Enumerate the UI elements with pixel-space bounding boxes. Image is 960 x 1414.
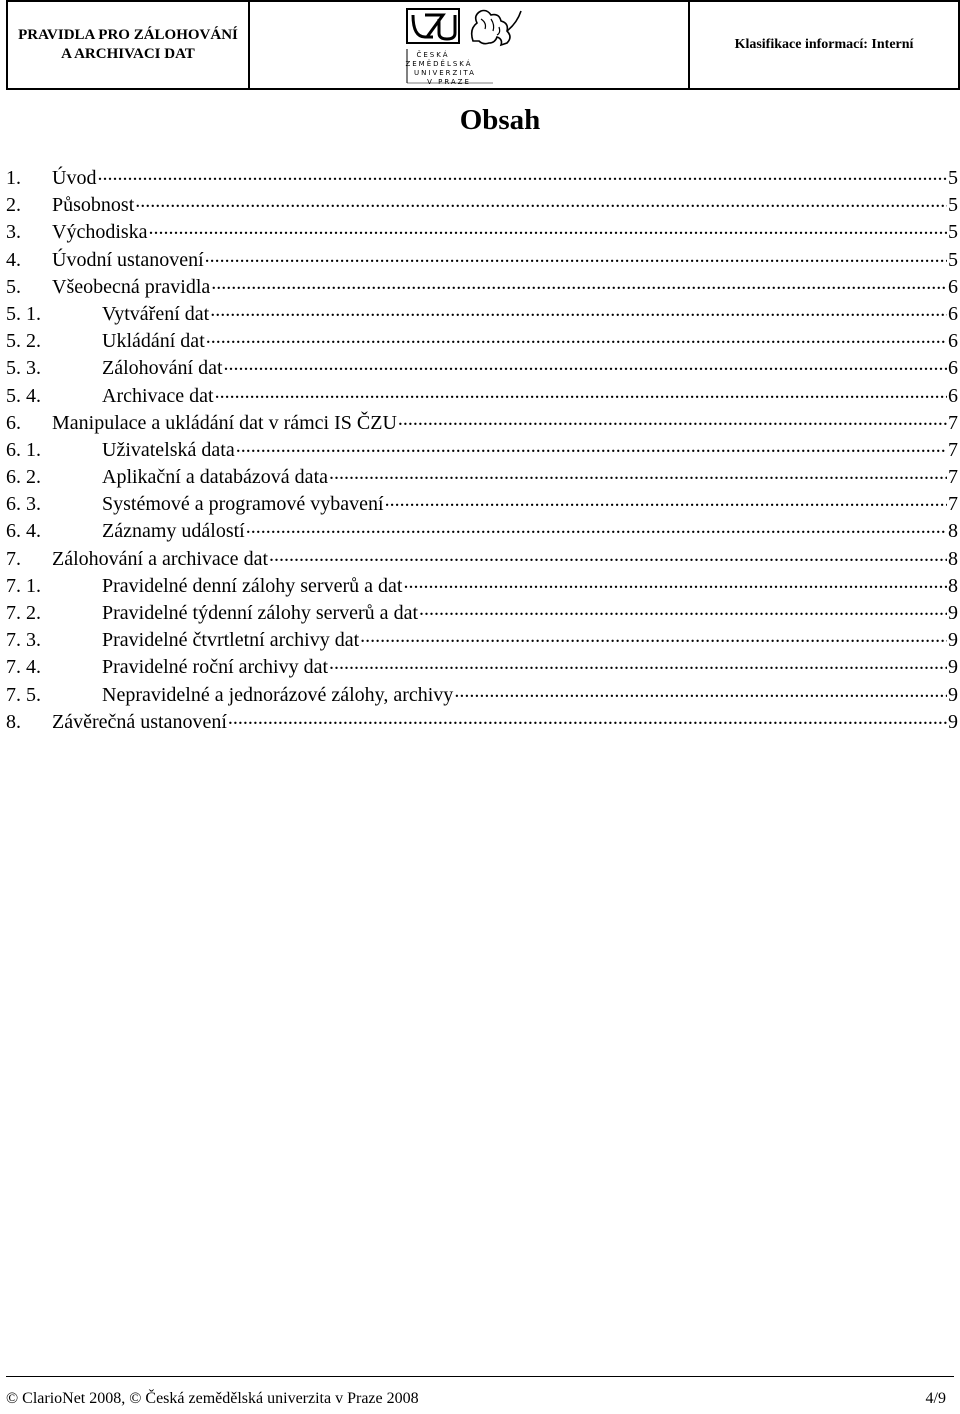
toc-entry-number: 5. 1. (6, 302, 41, 325)
logo-text-line-4: V PRAZE (427, 78, 471, 85)
header-title-line-2: A ARCHIVACI DAT (61, 46, 195, 62)
header-classification: Klasifikace informací: Interní (734, 37, 914, 52)
toc-entry-label: Manipulace a ukládání dat v rámci IS ČZU (52, 411, 397, 434)
toc-entry-number: 1. (6, 167, 21, 189)
toc-entry[interactable] (6, 653, 958, 680)
toc-entry-page: 9 (948, 683, 958, 706)
toc-entry-page: 8 (948, 547, 958, 570)
toc-entry-label: Záznamy událostí (102, 520, 245, 543)
toc-entry-number: 5. 4. (6, 384, 41, 407)
header-title-line-1: PRAVIDLA PRO ZÁLOHOVÁNÍ (18, 27, 238, 43)
toc-entry-page: 7 (948, 438, 958, 461)
toc-entry[interactable] (6, 708, 958, 735)
toc-entry-page: 7 (948, 466, 958, 489)
toc-entry[interactable] (6, 164, 958, 191)
toc-entry-page: 5 (948, 194, 958, 217)
toc-entry-page: 6 (948, 357, 958, 380)
toc-entry[interactable] (6, 354, 958, 381)
toc-entry-page: 8 (948, 520, 958, 543)
toc-entry-label: Vytváření dat (102, 302, 210, 325)
toc-entry-number: 4. (6, 248, 21, 271)
header-logo-cell (250, 2, 690, 88)
toc-heading-text: Obsah (459, 104, 541, 136)
toc-dot-leader (206, 327, 947, 347)
toc-entry-page: 5 (948, 248, 958, 271)
toc-dot-leader (215, 382, 947, 402)
toc-dot-leader (228, 708, 947, 728)
toc-heading (0, 104, 960, 137)
toc-entry-number: 7. 4. (6, 656, 41, 679)
toc-dot-leader (385, 490, 947, 510)
toc-dot-leader (360, 626, 947, 646)
toc-entry-number: 5. 3. (6, 357, 41, 380)
toc-entry-number: 6. 3. (6, 493, 41, 516)
table-of-contents (6, 164, 958, 735)
toc-entry-page: 5 (948, 167, 958, 189)
toc-entry-number: 7. (6, 547, 21, 570)
toc-dot-leader (329, 463, 947, 483)
toc-dot-leader (205, 246, 947, 266)
toc-entry-number: 8. (6, 710, 21, 733)
toc-entry-number: 6. 4. (6, 520, 41, 543)
toc-dot-leader (135, 191, 947, 211)
toc-entry[interactable] (6, 246, 958, 273)
toc-entry-label: Zálohování a archivace dat (52, 547, 268, 570)
footer-page-number: 4/9 (925, 1390, 946, 1407)
toc-entry-label: Uživatelská data (102, 438, 235, 461)
toc-entry[interactable] (6, 409, 958, 436)
toc-dot-leader (210, 300, 947, 320)
toc-entry-page: 6 (948, 330, 958, 353)
toc-entry-label: Úvodní ustanovení (52, 248, 204, 271)
toc-dot-leader (97, 164, 947, 184)
toc-entry-label: Úvod (52, 167, 97, 189)
toc-entry-page: 7 (948, 493, 958, 516)
toc-dot-leader (246, 517, 947, 537)
toc-entry[interactable] (6, 273, 958, 300)
toc-entry-label: Ukládání dat (102, 330, 205, 353)
toc-entry-number: 7. 2. (6, 602, 41, 624)
toc-dot-leader (236, 436, 947, 456)
toc-dot-leader (419, 599, 947, 619)
toc-entry[interactable] (6, 382, 958, 409)
toc-entry-number: 6. 1. (6, 438, 41, 461)
toc-entry[interactable] (6, 300, 958, 327)
toc-entry[interactable] (6, 681, 958, 708)
toc-entry-number: 6. 2. (6, 466, 41, 489)
toc-dot-leader (269, 545, 947, 565)
toc-entry-page: 9 (948, 656, 958, 679)
toc-entry[interactable] (6, 218, 958, 245)
toc-entry[interactable] (6, 490, 958, 517)
toc-dot-leader (403, 572, 947, 592)
toc-dot-leader (454, 681, 947, 701)
toc-entry-page: 6 (948, 384, 958, 407)
toc-entry-page: 9 (948, 629, 958, 652)
logo-text-line-1: ČESKÁ (416, 51, 450, 59)
toc-entry-number: 2. (6, 194, 21, 217)
footer-divider (6, 1376, 954, 1377)
footer-copyright: © ClarioNet 2008, © Česká zemědělská univerzita v Praze 2008 (6, 1390, 419, 1407)
toc-dot-leader (149, 218, 947, 238)
toc-entry-number: 5. 2. (6, 330, 41, 353)
toc-entry[interactable] (6, 517, 958, 544)
toc-entry-number: 7. 5. (6, 683, 41, 706)
toc-entry-label: Závěrečná ustanovení (52, 710, 227, 733)
toc-entry-label: Zálohování dat (102, 357, 223, 380)
toc-entry-page: 6 (948, 275, 958, 298)
toc-entry-label: Všeobecná pravidla (52, 275, 211, 298)
toc-entry-label: Východiska (52, 221, 148, 244)
document-header (6, 0, 960, 90)
toc-entry-label: Nepravidelné a jednorázové zálohy, archivy (102, 683, 454, 706)
toc-entry-label: Pravidelné čtvrtletní archivy dat (102, 629, 360, 652)
toc-entry[interactable] (6, 545, 958, 572)
toc-entry-page: 5 (948, 221, 958, 244)
toc-entry-page: 6 (948, 302, 958, 325)
toc-entry-number: 7. 3. (6, 629, 41, 652)
toc-entry-number: 3. (6, 221, 21, 244)
toc-entry-label: Pravidelné denní zálohy serverů a dat (102, 574, 403, 597)
toc-entry-label: Pravidelné týdenní zálohy serverů a dat (102, 602, 418, 624)
toc-entry[interactable] (6, 599, 958, 626)
toc-entry[interactable] (6, 463, 958, 490)
czu-logo-icon (403, 5, 535, 85)
toc-entry-label: Archivace dat (102, 384, 214, 407)
toc-entry-number: 6. (6, 411, 21, 434)
toc-dot-leader (224, 354, 947, 374)
logo-text-line-3: UNIVERZITA (414, 69, 476, 77)
toc-dot-leader (398, 409, 947, 429)
toc-entry-page: 9 (948, 602, 958, 624)
toc-entry-number: 7. 1. (6, 574, 41, 597)
toc-entry-label: Pravidelné roční archivy dat (102, 656, 329, 679)
toc-entry-label: Systémové a programové vybavení (102, 493, 384, 516)
toc-entry-page: 8 (948, 574, 958, 597)
page-footer (6, 1390, 946, 1408)
toc-entry-number: 5. (6, 275, 21, 298)
toc-entry[interactable] (6, 191, 958, 218)
toc-entry[interactable] (6, 327, 958, 354)
toc-entry-label: Aplikační a databázová data (102, 466, 328, 489)
toc-dot-leader (329, 653, 947, 673)
logo-text-line-2: ZEMĚDĚLSKÁ (405, 60, 473, 68)
header-document-title (8, 2, 250, 88)
toc-dot-leader (211, 273, 947, 293)
toc-entry-label: Působnost (52, 194, 135, 217)
toc-entry[interactable] (6, 572, 958, 599)
toc-entry-page: 7 (948, 411, 958, 434)
toc-entry[interactable] (6, 436, 958, 463)
toc-entry-page: 9 (948, 710, 958, 733)
toc-entry[interactable] (6, 626, 958, 653)
